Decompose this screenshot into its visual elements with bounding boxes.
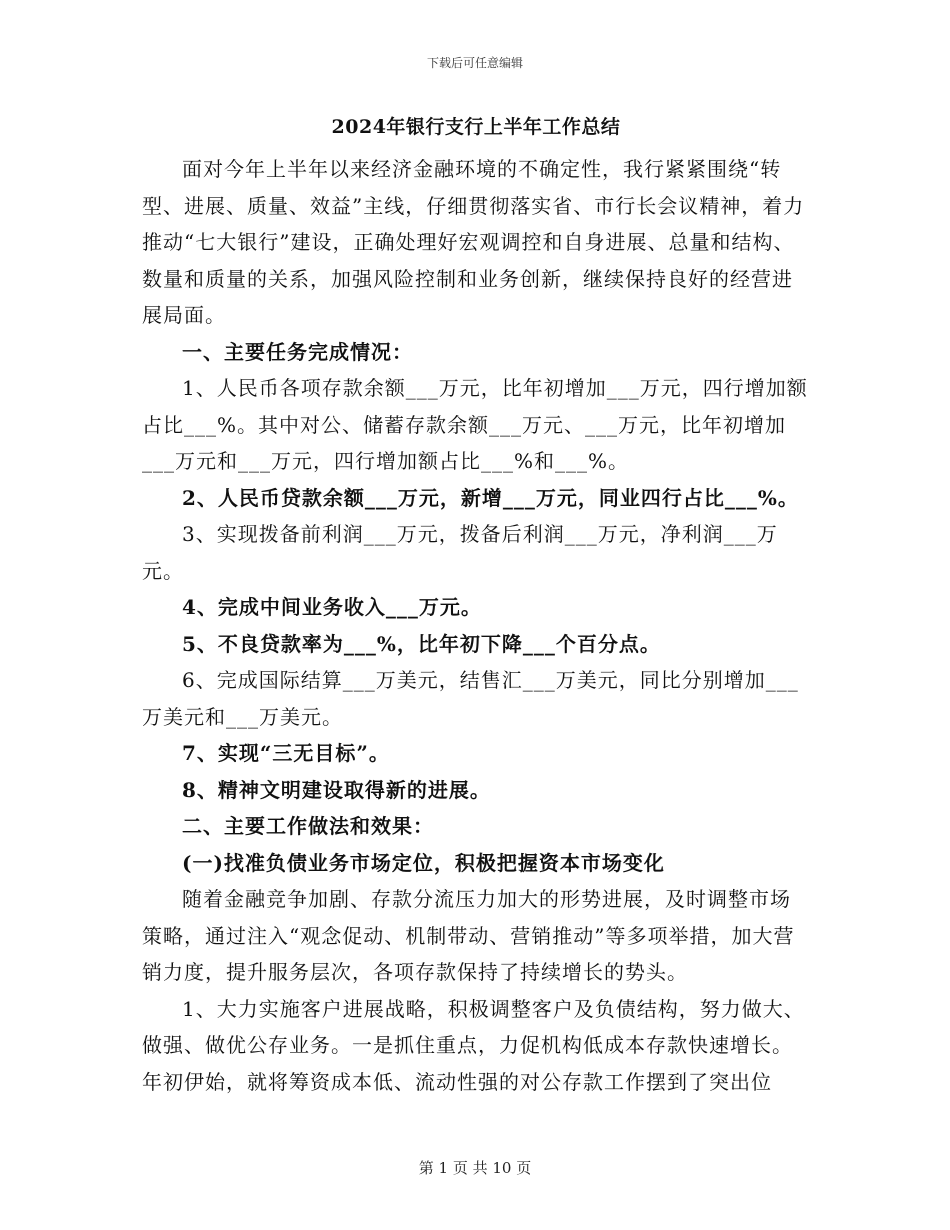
- section-heading-1: 一、主要任务完成情况：: [182, 339, 413, 364]
- task-item-4: 4、完成中间业务收入___万元。: [182, 595, 482, 619]
- task-item-5: 5、不良贷款率为___%，比年初下降___个百分点。: [182, 631, 661, 656]
- task-item-6: 6、完成国际结算___万美元，结售汇___万美元，同比分别增加___万美元和___万美元。: [142, 668, 799, 729]
- document-body: [142, 112, 810, 1100]
- section-heading-2: 二、主要工作做法和效果：: [182, 814, 434, 838]
- task-item-2: 2、人民币贷款余额___万元，新增___万元，同业四行占比___%。: [182, 485, 799, 510]
- body-paragraph: 1、大力实施客户进展战略，积极调整客户及负债结构，努力做大、做强、做优公存业务。一是抓住重点，力促机构低成本存款快速增长。年初伊始，就将筹资成本低、流动性强的对公存款工作摆到了突出位: [142, 996, 805, 1094]
- task-item-3: 3、实现拨备前利润___万元，拨备后利润___万元，净利润___万元。: [142, 522, 778, 583]
- task-item-7: 7、实现“三无目标”。: [182, 741, 390, 765]
- document-title: 2024年银行支行上半年工作总结: [331, 116, 621, 138]
- page-header: 下载后可任意编辑: [426, 56, 523, 70]
- task-item-1: 1、人民币各项存款余额___万元，比年初增加___万元，四行增加额占比___%。其中对公、储蓄存款余额___万元、___万元，比年初增加___万元和___万元，四行增加额占比___%和___%。: [142, 376, 808, 473]
- page-footer: 第 1 页 共 10 页: [418, 1159, 532, 1177]
- subsection-heading-1: (一)找准负债业务市场定位，积极把握资本市场变化: [182, 850, 665, 875]
- body-paragraph: 随着金融竞争加剧、存款分流压力加大的形势进展，及时调整市场策略，通过注入“观念促动、机制带动、营销推动”等多项举措，加大营销力度，提升服务层次，各项存款保持了持续增长的势头。: [142, 887, 795, 984]
- intro-paragraph: 面对今年上半年以来经济金融环境的不确定性，我行紧紧围绕“转型、进展、质量、效益”主线，仔细贯彻落实省、市行长会议精神，着力推动“七大银行”建设，正确处理好宏观调控和自身进展、总量和结构、数量和质量的关系，加强风险控制和业务创新，继续保持良好的经营进展局面。: [142, 157, 805, 327]
- task-item-8: 8、精神文明建设取得新的进展。: [182, 777, 491, 802]
